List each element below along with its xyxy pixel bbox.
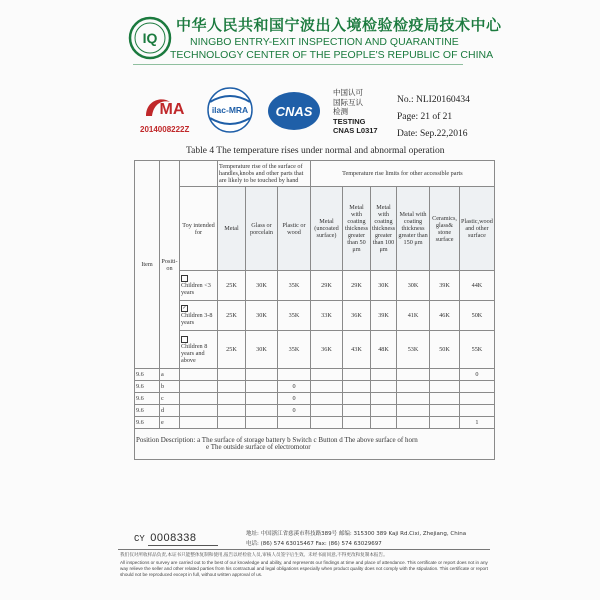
acc-cnas-no: CNAS L0317 (333, 126, 378, 135)
measured-value (460, 393, 495, 405)
column-header: Metal with coating thickness greater than 50 μm (343, 187, 371, 271)
cma-logo (142, 92, 192, 122)
table-header-row (135, 161, 495, 187)
limit-value: 43K (343, 331, 371, 369)
item-cell: 9.6 (135, 393, 160, 405)
serial-underline (148, 545, 218, 546)
position-description (135, 429, 495, 460)
column-header: Metal (uncoated surface) (311, 187, 343, 271)
report-page-row (397, 109, 470, 126)
report-page-label: Page: (397, 112, 419, 122)
temperature-rise-table (134, 160, 495, 460)
toy-cell (180, 405, 218, 417)
position-cell: a (160, 369, 180, 381)
measured-value: 0 (278, 393, 311, 405)
logo-text: IQ (142, 30, 158, 46)
header-group-hand: Temperature rise of the surface of handles,knobs and other parts that are likely to be touched by hand (218, 161, 311, 187)
limit-value: 46K (430, 301, 460, 331)
limit-value: 50K (430, 331, 460, 369)
header-title-chinese: 中华人民共和国宁波出入境检验检疫局技术中心 (176, 16, 502, 34)
position-cell: d (160, 405, 180, 417)
limit-value: 30K (246, 331, 278, 369)
certificate-serial (134, 532, 197, 544)
measured-value (246, 393, 278, 405)
measured-value (460, 381, 495, 393)
footer-telephone: 电话: (86) 574 63015467 Fax: (86) 574 63029697 (246, 541, 382, 547)
limit-value: 33K (311, 301, 343, 331)
position-cell: e (160, 417, 180, 429)
limit-value: 35K (278, 271, 311, 301)
position-row (135, 369, 495, 381)
report-date-label: Date: (397, 129, 418, 139)
position-cell: b (160, 381, 180, 393)
measured-value: 0 (460, 369, 495, 381)
item-cell: 9.6 (135, 417, 160, 429)
column-header: Metal (218, 187, 246, 271)
cma-text: MA (159, 101, 185, 118)
column-header: Metal with coating thickness greater than 100 μm (371, 187, 397, 271)
position-cell: c (160, 393, 180, 405)
header-blank (180, 161, 218, 187)
measured-value (397, 393, 430, 405)
footer-note-chinese: 我们仅对所收样品负责,本证书只能整体复制和使用,报告以经检验人员,审核人员签字后生效。未经书面同意,不得更改和复制本报告。 (120, 553, 388, 558)
header-toy: Toy intended for (180, 187, 218, 271)
toy-cell (180, 369, 218, 381)
limit-value: 48K (371, 331, 397, 369)
measured-value (246, 405, 278, 417)
checkbox-icon (181, 275, 188, 282)
limit-value: 35K (278, 331, 311, 369)
checkbox-checked-icon: ✓ (182, 306, 187, 312)
age-group-cell (180, 331, 218, 369)
limit-value: 53K (397, 331, 430, 369)
measured-value (311, 417, 343, 429)
measured-value (371, 369, 397, 381)
header-item: Item (135, 161, 160, 369)
measured-value (397, 405, 430, 417)
header-title-english-line2: TECHNOLOGY CENTER OF THE PEOPLE'S REPUBLIC OF CHINA (170, 49, 494, 61)
footer-divider (118, 549, 490, 550)
age-group-label: Children 8 years and above (181, 342, 208, 364)
limit-value: 30K (246, 301, 278, 331)
measured-value (218, 393, 246, 405)
ilac-mra-logo (202, 86, 258, 134)
measured-value (218, 369, 246, 381)
measured-value (218, 381, 246, 393)
column-header: Ceramics, glass& stone surface (430, 187, 460, 271)
cnas-text: CNAS (275, 104, 313, 119)
measured-value (430, 405, 460, 417)
toy-cell (180, 417, 218, 429)
position-description-label: Position Description: (136, 436, 196, 444)
position-row (135, 417, 495, 429)
measured-value (246, 417, 278, 429)
cma-number: 2014008222Z (140, 125, 190, 134)
position-row (135, 381, 495, 393)
table-column-row (135, 187, 495, 271)
cnas-logo (266, 90, 322, 132)
measured-value: 0 (278, 405, 311, 417)
measured-value (430, 393, 460, 405)
measured-value (278, 369, 311, 381)
report-page-value: 21 of 21 (420, 112, 453, 122)
measured-value: 0 (278, 381, 311, 393)
limit-value: 50K (460, 301, 495, 331)
limit-value: 55K (460, 331, 495, 369)
measured-value (397, 369, 430, 381)
toy-cell (180, 381, 218, 393)
limit-value: 25K (218, 301, 246, 331)
report-date-value: Sep.22,2016 (419, 129, 468, 139)
limit-value: 30K (371, 271, 397, 301)
measured-value (246, 381, 278, 393)
measured-value (460, 405, 495, 417)
measured-value (343, 381, 371, 393)
header-group-other: Temperature rise limits for other accessible parts (311, 161, 495, 187)
measured-value (278, 417, 311, 429)
header-divider (133, 64, 463, 65)
position-description-line1: a The surface of storage battery b Switch c Button d The above surface of horn (197, 436, 418, 444)
age-group-cell (180, 271, 218, 301)
item-cell: 9.6 (135, 369, 160, 381)
measured-value (311, 405, 343, 417)
column-header: Plastic,wood and other surface (460, 187, 495, 271)
measured-value (343, 369, 371, 381)
measured-value (430, 369, 460, 381)
limit-value: 36K (343, 301, 371, 331)
limit-value: 35K (278, 301, 311, 331)
position-description-line2: e The outside surface of electromotor (206, 443, 311, 451)
age-group-label: Children <3 years (181, 282, 211, 297)
measured-value (371, 381, 397, 393)
measured-value (311, 381, 343, 393)
measured-value (246, 369, 278, 381)
limit-value: 29K (343, 271, 371, 301)
limit-value: 39K (371, 301, 397, 331)
checkbox-icon (181, 336, 188, 343)
report-no-row (397, 92, 470, 109)
item-cell: 9.6 (135, 381, 160, 393)
measured-value (371, 393, 397, 405)
item-cell: 9.6 (135, 405, 160, 417)
measured-value (218, 405, 246, 417)
table-caption: Table 4 The temperature rises under normal and abnormal operation (186, 146, 445, 156)
acc-testing: TESTING (333, 116, 366, 126)
age-group-cell (180, 301, 218, 331)
limit-value: 44K (460, 271, 495, 301)
measured-value (311, 369, 343, 381)
age-group-label: Children 3-8 years (181, 312, 213, 327)
measured-value (218, 417, 246, 429)
limit-value: 30K (397, 271, 430, 301)
acc-cn-line1: 中国认可 (333, 88, 363, 97)
measured-value (430, 417, 460, 429)
measured-value (343, 417, 371, 429)
limit-row (135, 331, 495, 369)
measured-value (343, 405, 371, 417)
measured-value (371, 405, 397, 417)
acc-cn-line2: 国际互认 (333, 97, 363, 107)
measured-value (311, 393, 343, 405)
limit-value: 41K (397, 301, 430, 331)
toy-cell (180, 393, 218, 405)
limit-row (135, 301, 495, 331)
footer-address: 地址: 中国浙江省慈溪市科技路389号 邮编: 315300 389 Kaji Rd.Cixi, Zhejiang, China (246, 531, 467, 537)
limit-value: 29K (311, 271, 343, 301)
column-header: Glass or porcelain (246, 187, 278, 271)
report-meta (397, 92, 470, 143)
position-description-row (135, 429, 495, 460)
position-row (135, 405, 495, 417)
column-header: Plastic or wood (278, 187, 311, 271)
ilac-text: ilac-MRA (211, 105, 249, 115)
measured-value: 1 (460, 417, 495, 429)
limit-value: 25K (218, 331, 246, 369)
report-no-value: NLI20160434 (416, 95, 470, 105)
measured-value (430, 381, 460, 393)
limit-row (135, 271, 495, 301)
header-position: Positi-on (160, 161, 180, 369)
limit-value: 30K (246, 271, 278, 301)
measured-value (343, 393, 371, 405)
measured-value (397, 381, 430, 393)
position-row (135, 393, 495, 405)
footer-note-english: All inspections or survey are carried out to the best of our knowledge and ability, and represents our findings at time and place of attendance. This certificate or report does not in any way relieve the seller and other related parties from his contractual and legal obligations especially when product quality does not comply with the stipulation. This certificate or report should not be reproduced except in full, without written approval of us. (120, 560, 488, 577)
report-no-label: No.: (397, 95, 414, 105)
measured-value (397, 417, 430, 429)
measured-value (371, 417, 397, 429)
accreditation-text-block (333, 88, 378, 136)
limit-value: 25K (218, 271, 246, 301)
institution-logo (128, 16, 172, 60)
limit-value: 39K (430, 271, 460, 301)
report-date-row (397, 126, 470, 143)
serial-number: 0008338 (150, 532, 197, 544)
limit-value: 36K (311, 331, 343, 369)
header-title-english-line1: NINGBO ENTRY-EXIT INSPECTION AND QUARANTINE (190, 36, 459, 48)
serial-prefix: CY (134, 534, 145, 544)
acc-cn-line3: 检测 (333, 107, 348, 116)
column-header: Metal with coating thickness greater than 150 μm (397, 187, 430, 271)
